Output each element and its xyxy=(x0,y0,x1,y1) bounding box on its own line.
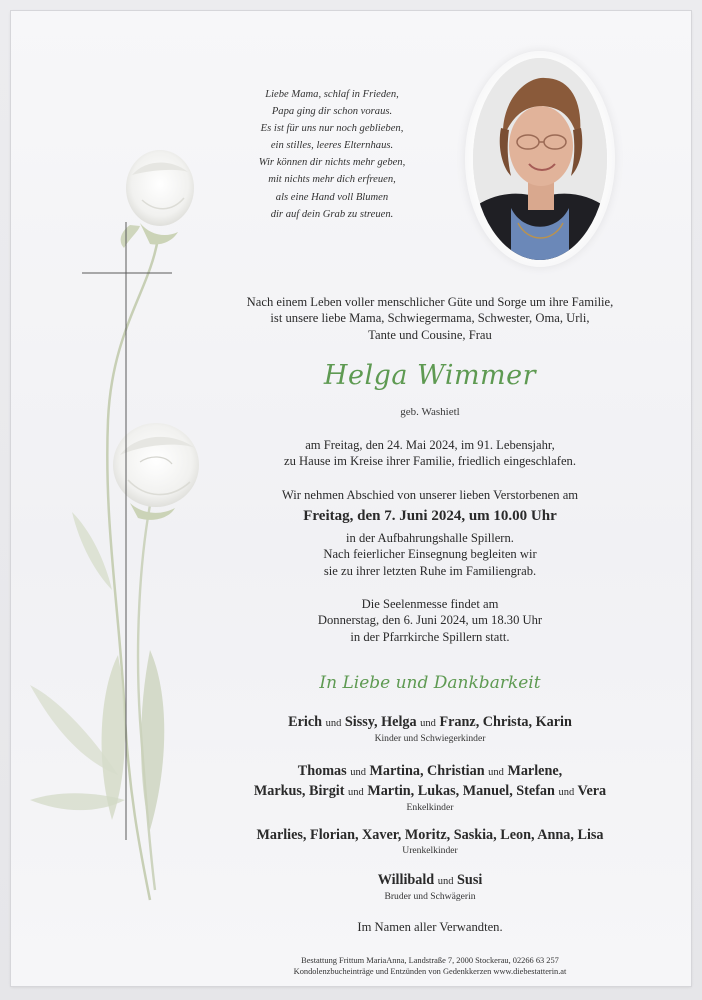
funeral-date: Freitag, den 7. Juni 2024, um 10.00 Uhr xyxy=(303,508,557,524)
great-grandchildren-names: Marlies, Florian, Xaver, Moritz, Saskia, Leon, Anna, Lisa xyxy=(256,827,604,843)
poem-line: mit nichts mehr dich erfreuen, xyxy=(268,174,396,186)
ceremony-line: in der Aufbahrungshalle Spillern. xyxy=(346,531,514,545)
siblings-caption: Bruder und Schwägerin xyxy=(384,891,476,902)
name: Erich xyxy=(288,714,323,730)
death-notice xyxy=(222,437,638,470)
poem-line: als eine Hand voll Blumen xyxy=(275,191,389,203)
ceremony-line: Nach feierlicher Einsegnung begleiten wir xyxy=(323,547,537,562)
connector: und xyxy=(350,767,366,778)
connector: und xyxy=(437,876,454,887)
relatives-text: Im Namen aller Verwandten. xyxy=(357,920,503,934)
children-caption: Kinder und Schwiegerkinder xyxy=(374,733,486,744)
name: Susi xyxy=(457,872,483,888)
connector: und xyxy=(420,718,436,729)
poem xyxy=(232,86,432,223)
name: Willibald xyxy=(377,872,435,888)
funeral-home-line: Bestattung Frittum MariaAnna, Landstraße 7, 2000 Stockerau, 02266 63 257 xyxy=(301,956,559,965)
poem-line: Liebe Mama, schlaf in Frieden, xyxy=(265,89,399,100)
sibling-names xyxy=(222,871,638,891)
intro-line: ist unsere liebe Mama, Schwiegermama, Schwester, Oma, Urli, xyxy=(270,311,590,326)
funeral-home-info xyxy=(222,955,638,977)
name: Markus, Birgit xyxy=(253,783,345,799)
ceremony-text xyxy=(222,530,638,579)
death-line: am Freitag, den 24. Mai 2024, im 91. Lebensjahr, xyxy=(305,438,555,452)
family-great-grandchildren xyxy=(222,826,638,857)
poem-line: dir auf dein Grab zu streuen. xyxy=(270,208,394,220)
deceased-name: Helga Wimmer xyxy=(323,360,537,391)
poem-line: Es ist für uns nur noch geblieben, xyxy=(260,123,404,135)
name: Marlene, xyxy=(507,763,563,779)
name: Martina, Christian xyxy=(369,763,485,779)
children-names xyxy=(222,713,638,733)
grandchildren-names xyxy=(222,762,638,782)
connector: und xyxy=(325,718,342,729)
great-grandchildren-caption: Urenkelkinder xyxy=(402,845,458,856)
grandchildren-caption: Enkelkinder xyxy=(406,802,454,813)
name: Sissy, Helga xyxy=(344,714,417,730)
mass-line: Donnerstag, den 6. Juni 2024, um 18.30 Uhr xyxy=(317,613,543,628)
love-heading: In Liebe und Dankbarkeit xyxy=(319,673,541,693)
funeral-home-line: Kondolenzbucheinträge und Entzünden von Gedenkkerzen www.diebestatterin.at xyxy=(293,967,567,976)
poem-line: ein stilles, leeres Elternhaus. xyxy=(270,140,394,152)
death-line: zu Hause im Kreise ihrer Familie, friedlich eingeschlafen. xyxy=(284,454,576,469)
intro-line: Tante und Cousine, Frau xyxy=(368,327,492,342)
connector: und xyxy=(558,787,575,798)
poem-line: Wir können dir nichts mehr geben, xyxy=(258,157,406,169)
family-children xyxy=(222,713,638,745)
mass-line: Die Seelenmesse findet am xyxy=(361,597,499,611)
name: Martin, Lukas, Manuel, Stefan xyxy=(367,783,555,799)
cross-icon xyxy=(80,222,176,842)
connector: und xyxy=(348,787,364,798)
family-siblings xyxy=(222,871,638,903)
family-grandchildren xyxy=(222,762,638,814)
intro-line: Nach einem Leben voller menschlicher Güte und Sorge um ihre Familie, xyxy=(246,295,614,309)
mass-line: in der Pfarrkirche Spillern statt. xyxy=(350,629,510,644)
farewell-text: Wir nehmen Abschied von unserer lieben Verstorbenen am xyxy=(281,488,579,502)
connector: und xyxy=(488,767,504,778)
birth-name: geb. Washietl xyxy=(400,406,460,418)
portrait-photo xyxy=(473,58,607,260)
poem-line: Papa ging dir schon voraus. xyxy=(271,106,393,118)
name: Thomas xyxy=(297,763,347,779)
ceremony-line: sie zu ihrer letzten Ruhe im Familiengrab. xyxy=(323,563,537,578)
name: Vera xyxy=(577,783,607,799)
grandchildren-names xyxy=(222,782,638,802)
intro-text xyxy=(222,294,638,343)
memorial-mass xyxy=(222,596,638,645)
name: Franz, Christa, Karin xyxy=(439,714,572,730)
